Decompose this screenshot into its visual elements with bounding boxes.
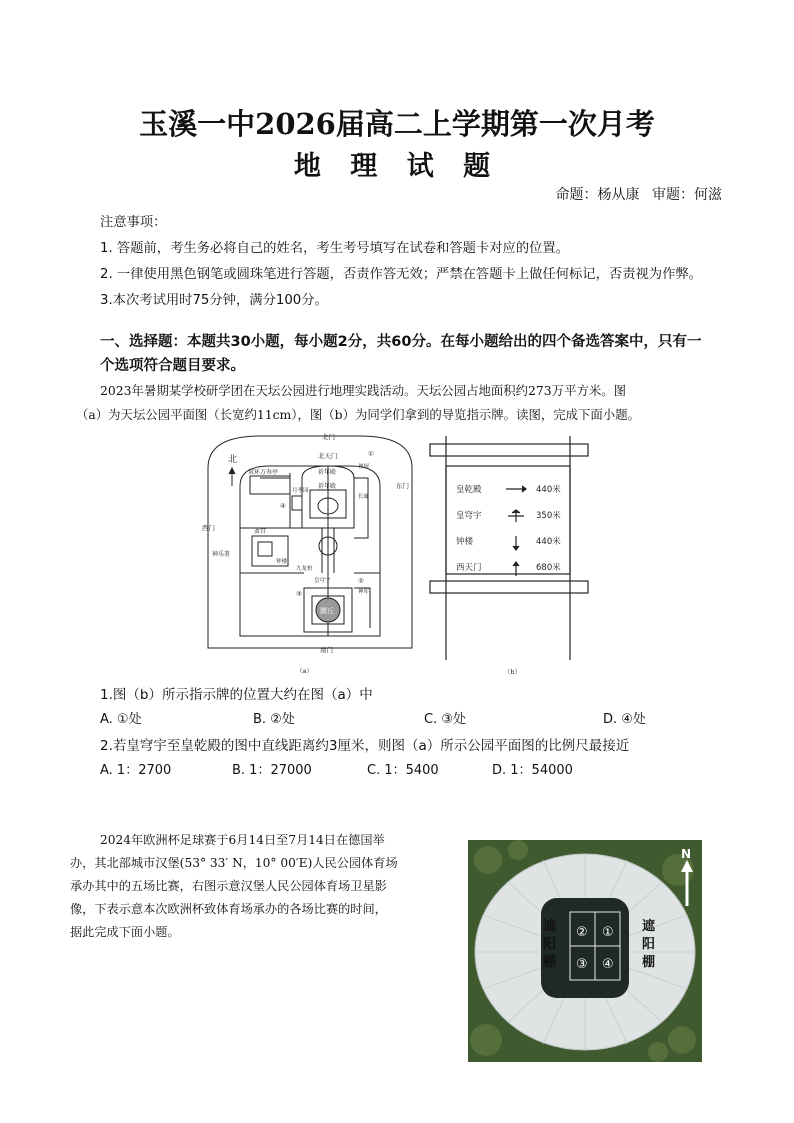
passage-line: 办，其北部城市汉堡(53° 33′ N，10° 00′E)人民公园体育场 <box>70 856 398 870</box>
q1-option-b[interactable]: B. ②处 <box>253 712 295 727</box>
passage-line: 承办其中的五场比赛，右图示意汉堡人民公园体育场卫星影 <box>70 879 387 893</box>
label-huangqiongyu: 皇穹宇 <box>314 578 331 584</box>
label-circle-2: ② <box>358 577 364 585</box>
question-1-stem: 1.图（b）所示指示牌的位置大约在图（a）中 <box>100 687 373 703</box>
passage-line: 2023年暑期某学校研学团在天坛公园进行地理实践活动。天坛公园占地面积约273万平方米。图 <box>100 383 627 398</box>
label-zhaigong: 斋宫 <box>254 528 267 535</box>
label-shuanghuan: 双环万寿亭 <box>248 469 279 476</box>
sign-row-name: 钟楼 <box>456 537 474 547</box>
exam-title: 玉溪一中2026届高二上学期第一次月考 <box>139 107 655 141</box>
label-south-gate: 南门 <box>320 646 333 654</box>
sign-row-name: 西天门 <box>456 563 482 573</box>
subject-title: 地 理 试 题 <box>293 151 501 182</box>
quadrant-2-label: ② <box>576 925 588 940</box>
label-circle-3: ③ <box>296 590 302 598</box>
label-qiniandian: 祈年殿 <box>318 469 337 476</box>
section-heading-line: 个选项符合题目要求。 <box>100 358 245 374</box>
passage-line: 像，下表示意本次欧洲杯致体育场承办的各场比赛的时间， <box>70 902 387 916</box>
label-yuanqiu: 圜丘 <box>320 607 334 615</box>
figure-a-caption: （a） <box>296 667 313 675</box>
quadrant-4-label: ④ <box>602 957 614 972</box>
north-label: N <box>681 847 692 861</box>
label-west-gate: 西门 <box>202 524 215 532</box>
signpost-top-bar <box>430 444 588 456</box>
q1-option-d[interactable]: D. ④处 <box>603 712 646 727</box>
q1-option-a[interactable]: A. ①处 <box>100 712 142 727</box>
sign-row-dist: 350米 <box>536 511 561 521</box>
label-shenyue: 神乐署 <box>212 551 231 558</box>
north-arrow-label: 北 <box>228 455 238 465</box>
figure-b-caption: （b） <box>504 668 522 676</box>
arrow-south-icon <box>513 536 519 550</box>
arrow-north-icon <box>508 510 524 522</box>
outer-wall <box>208 436 412 648</box>
label-yuejiyuan: 月季园 <box>292 488 309 494</box>
passage-1 <box>100 379 740 402</box>
quadrant-3-label: ③ <box>576 957 588 972</box>
notes-heading: 注意事项： <box>100 215 167 230</box>
section-heading-line: 一、选择题：本题共30小题，每小题2分，共60分。在每小题给出的四个备选答案中，只有一 <box>100 334 702 350</box>
shade-left-char: 阳 <box>543 937 557 952</box>
notes-item: 2. 一律使用黑色钢笔或圆珠笔进行答题，否责作答无效；严禁在答题卡上做任何标记，否责视为作弊。 <box>100 267 702 282</box>
q2-option-d[interactable]: D. 1：54000 <box>492 763 573 778</box>
passage-2-cont <box>70 852 470 944</box>
passage-line: 2024年欧洲杯足球赛于6月14日至7月14日在德国举 <box>100 833 385 847</box>
sign-row-dist: 680米 <box>536 563 561 573</box>
passage-line: （a）为天坛公园平面图（长宽约11cm），图（b）为同学们拿到的导览指示牌。读图，完成下面小题。 <box>76 407 640 422</box>
passage-2 <box>100 829 470 852</box>
question-2-stem: 2.若皇穹宇至皇乾殿的图中直线距离约3厘米，则图（a）所示公园平面图的比例尺最接近 <box>100 738 630 754</box>
signpost-bottom-bar <box>430 581 588 593</box>
sign-row-dist: 440米 <box>536 537 561 547</box>
passage-line: 据此完成下面小题。 <box>70 925 180 939</box>
label-changlang: 长廊 <box>358 494 370 500</box>
notes-item: 1. 答题前，考生务必将自己的姓名，考生考号填写在试卷和答题卡对应的位置。 <box>100 241 570 256</box>
shade-right-char: 棚 <box>642 955 656 970</box>
q2-option-a[interactable]: A. 1：2700 <box>100 763 172 778</box>
q2-option-b[interactable]: B. 1：27000 <box>232 763 312 778</box>
label-shengku: 神库 <box>358 589 370 595</box>
q1-option-c[interactable]: C. ③处 <box>424 712 466 727</box>
q2-option-c[interactable]: C. 1：5400 <box>367 763 439 778</box>
shade-left-char: 遮 <box>543 919 557 934</box>
label-east-gate: 东门 <box>396 482 409 490</box>
label-shenchu: 神厨 <box>358 464 370 470</box>
shade-right-char: 遮 <box>642 919 656 934</box>
signpost-figure <box>428 436 590 676</box>
label-qinian-hall: 祈年殿 <box>318 483 337 490</box>
authors-line: 命题：杨从康 审题：何滋 <box>555 187 722 203</box>
notes-item: 3.本次考试用时75分钟，满分100分。 <box>100 293 328 308</box>
label-north-gate: 北门 <box>322 433 335 441</box>
arrow-east-icon <box>506 486 526 492</box>
sign-row-dist: 440米 <box>536 485 561 495</box>
shade-left-char: 棚 <box>543 955 557 970</box>
label-zhonglou: 钟楼 <box>276 559 288 565</box>
passage-1-cont <box>76 403 756 426</box>
stadium-satellite-image <box>468 840 702 1062</box>
label-jiulong: 九龙柏 <box>296 566 313 572</box>
label-circle-4: ④ <box>280 502 286 510</box>
temple-map-figure <box>200 428 420 678</box>
label-circle-1: ① <box>368 450 374 458</box>
sign-row-name: 皇乾殿 <box>456 485 482 495</box>
label-north-tianmen: 北天门 <box>318 452 338 460</box>
notes-block <box>100 210 702 314</box>
sign-row-name: 皇穹宇 <box>456 511 482 521</box>
shade-right-char: 阳 <box>642 937 656 952</box>
quadrant-1-label: ① <box>602 925 614 940</box>
section-heading <box>100 330 730 378</box>
